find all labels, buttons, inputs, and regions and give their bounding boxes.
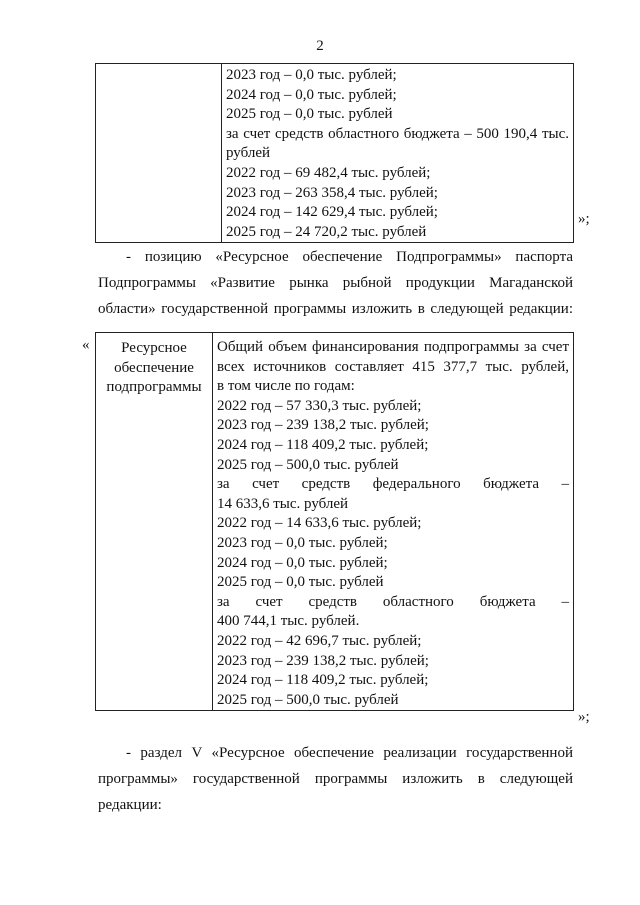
paragraph-line: области» государственной программы изложить в следующей редакции: [98,301,573,317]
funding-line: 2023 год – 0,0 тыс. рублей; [217,534,388,551]
passport-table-resources [95,332,574,711]
funding-line: 2024 год – 118 409,2 тыс. рублей; [217,436,429,453]
table-value-cell [213,333,574,711]
table-label-cell [96,333,213,711]
funding-line: 2025 год – 0,0 тыс. рублей [217,574,384,591]
funding-line: 2022 год – 42 696,7 тыс. рублей; [217,632,422,649]
label-line: подпрограммы [106,379,202,396]
funding-line: 2024 год – 0,0 тыс. рублей; [217,554,388,571]
paragraph-line: - позицию «Ресурсное обеспечение Подпрограммы» паспорта [126,249,573,265]
closing-quote-mark: »; [578,211,590,227]
paragraph-line: - раздел V «Ресурсное обеспечение реализации государственной [126,745,573,761]
amendment-paragraph [98,244,573,322]
funding-line: 2024 год – 118 409,2 тыс. рублей; [217,672,429,689]
funding-line: Общий объем финансирования подпрограммы за счет [217,339,569,355]
funding-line: в том числе по годам: [217,378,355,395]
funding-line: за счет средств областного бюджета – 500 190,4 тыс. [226,125,569,142]
funding-line: 2025 год – 0,0 тыс. рублей [226,106,393,123]
funding-line: рублей [226,145,271,162]
funding-line: 2023 год – 263 358,4 тыс. рублей; [226,184,438,201]
label-line: обеспечение [114,359,194,376]
table-left-cell [96,64,222,243]
funding-line: за счет средств областного бюджета – [217,593,569,610]
funding-line: 2023 год – 0,0 тыс. рублей; [226,67,397,83]
funding-line: за счет средств федерального бюджета – [217,476,569,493]
table-right-cell [222,64,574,243]
funding-line: 2022 год – 57 330,3 тыс. рублей; [217,397,422,414]
funding-line: всех источников составляет 415 377,7 тыс. рублей, [217,358,569,375]
paragraph-line: редакции: [98,797,162,813]
label-line: Ресурсное [121,340,187,356]
funding-line: 2024 год – 0,0 тыс. рублей; [226,86,397,103]
funding-line: 2025 год – 500,0 тыс. рублей [217,691,399,708]
paragraph-line: Подпрограммы «Развитие рынка рыбной продукции Магаданской [98,275,573,291]
page-number: 2 [316,38,324,54]
funding-line: 2024 год – 142 629,4 тыс. рублей; [226,204,438,221]
funding-line: 14 633,6 тыс. рублей [217,495,349,512]
funding-line: 2023 год – 239 138,2 тыс. рублей; [217,652,429,669]
opening-quote-mark: « [82,337,90,353]
passport-table-continuation [95,63,574,243]
funding-line: 2025 год – 24 720,2 тыс. рублей [226,223,427,240]
funding-line: 400 744,1 тыс. рублей. [217,613,360,630]
closing-quote-mark: »; [578,709,590,725]
amendment-paragraph [98,740,573,818]
funding-line: 2022 год – 69 482,4 тыс. рублей; [226,164,431,181]
funding-line: 2022 год – 14 633,6 тыс. рублей; [217,515,422,532]
funding-line: 2023 год – 239 138,2 тыс. рублей; [217,417,429,434]
paragraph-line: программы» государственной программы изложить в следующей [98,771,573,787]
funding-line: 2025 год – 500,0 тыс. рублей [217,456,399,473]
